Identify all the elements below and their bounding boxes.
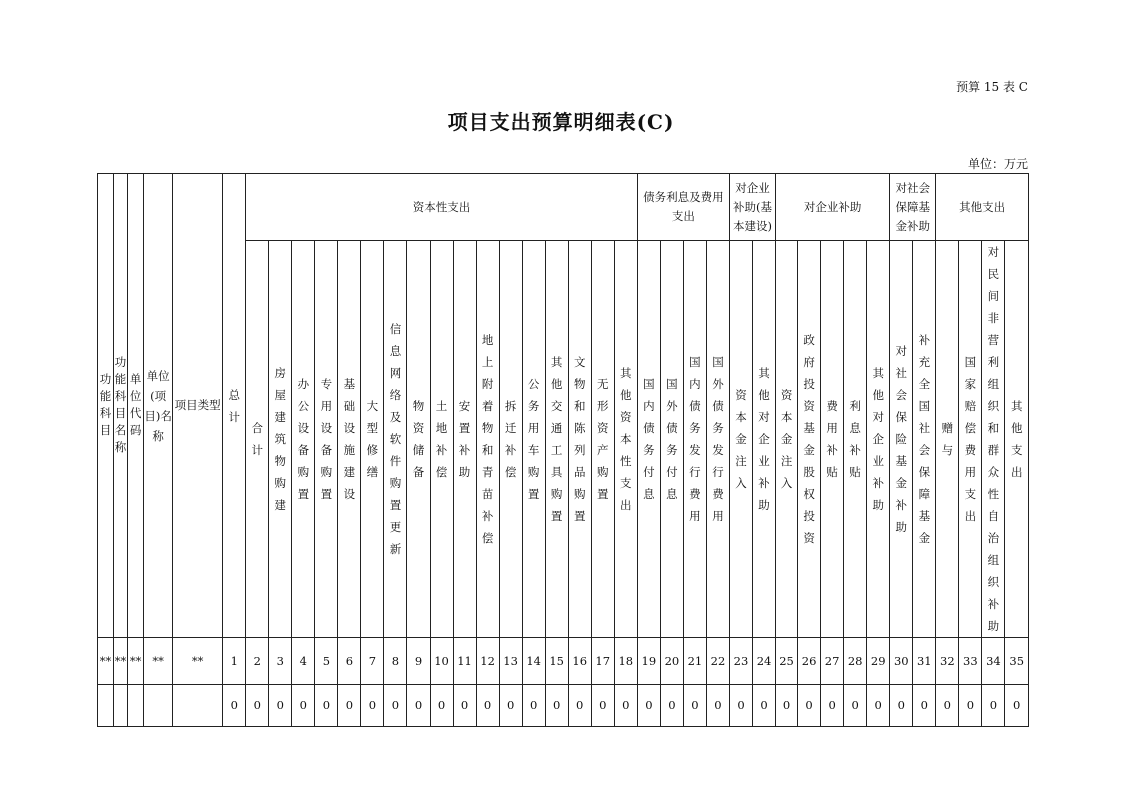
header-func-subject-name: 功能科目名称 <box>114 174 128 638</box>
group-capital: 资本性支出 <box>246 174 638 241</box>
column-header-20: 国外债务付息 <box>660 241 683 638</box>
budget-table <box>97 173 1029 727</box>
column-number-14: 14 <box>522 638 545 685</box>
column-header-34: 对民间非营利组织和群众性自治组织补助 <box>982 241 1005 638</box>
column-header-33: 国家赔偿费用支出 <box>959 241 982 638</box>
value-cell-34: 0 <box>982 685 1005 727</box>
code-cell: ** <box>128 638 144 685</box>
value-cell-12: 0 <box>476 685 499 727</box>
column-header-26: 政府投资基金股权投资 <box>798 241 821 638</box>
value-cell-11: 0 <box>453 685 476 727</box>
value-cell-17: 0 <box>591 685 614 727</box>
value-cell-35: 0 <box>1005 685 1029 727</box>
column-number-9: 9 <box>407 638 430 685</box>
column-number-6: 6 <box>338 638 361 685</box>
header-row-groups <box>98 174 1029 241</box>
column-header-17: 无形资产购置 <box>591 241 614 638</box>
column-header-25: 资本金注入 <box>776 241 798 638</box>
column-number-28: 28 <box>844 638 867 685</box>
column-header-13: 拆迁补偿 <box>499 241 522 638</box>
column-header-2: 合计 <box>246 241 269 638</box>
code-row <box>98 638 1029 685</box>
value-cell-15: 0 <box>545 685 568 727</box>
value-cell-24: 0 <box>753 685 776 727</box>
column-number-15: 15 <box>545 638 568 685</box>
code-cell: ** <box>144 638 173 685</box>
value-cell <box>128 685 144 727</box>
column-number-10: 10 <box>430 638 453 685</box>
column-number-17: 17 <box>591 638 614 685</box>
value-cell-5: 0 <box>315 685 338 727</box>
value-cell-21: 0 <box>683 685 706 727</box>
column-header-11: 安置补助 <box>453 241 476 638</box>
column-number-22: 22 <box>706 638 729 685</box>
unit-label: 单位：万元 <box>967 157 1028 171</box>
column-number-2: 2 <box>246 638 269 685</box>
value-cell-20: 0 <box>660 685 683 727</box>
column-header-5: 专用设备购置 <box>315 241 338 638</box>
header-total: 总计 <box>223 174 246 638</box>
column-number-7: 7 <box>361 638 384 685</box>
column-number-33: 33 <box>959 638 982 685</box>
column-header-8: 信息网络及软件购置更新 <box>384 241 407 638</box>
column-number-26: 26 <box>798 638 821 685</box>
column-number-12: 12 <box>476 638 499 685</box>
column-number-35: 35 <box>1005 638 1029 685</box>
column-number-25: 25 <box>776 638 798 685</box>
value-cell <box>114 685 128 727</box>
value-cell-4: 0 <box>292 685 315 727</box>
column-header-16: 文物和陈列品购置 <box>568 241 591 638</box>
value-cell-26: 0 <box>798 685 821 727</box>
column-header-9: 物资储备 <box>407 241 430 638</box>
group-enterprise-subsidy: 对企业补助 <box>776 174 890 241</box>
column-number-30: 30 <box>890 638 913 685</box>
group-enterprise-capital-subsidy: 对企业补助(基本建设) <box>729 174 775 241</box>
column-number-4: 4 <box>292 638 315 685</box>
value-cell-3: 0 <box>269 685 292 727</box>
form-number: 预算 15 表 C <box>956 80 1028 94</box>
column-header-32: 赠与 <box>936 241 959 638</box>
value-cell-1: 0 <box>223 685 246 727</box>
value-cell-7: 0 <box>361 685 384 727</box>
value-cell-33: 0 <box>959 685 982 727</box>
header-func-subject: 功能科目 <box>98 174 114 638</box>
column-header-7: 大型修缮 <box>361 241 384 638</box>
column-header-28: 利息补贴 <box>844 241 867 638</box>
header-unit-project-name: 单位(项目)名称 <box>144 174 173 638</box>
column-number-31: 31 <box>913 638 936 685</box>
column-number-23: 23 <box>729 638 752 685</box>
column-header-21: 国内债务发行费用 <box>683 241 706 638</box>
code-cell: ** <box>98 638 114 685</box>
column-header-31: 补充全国社会保障基金 <box>913 241 936 638</box>
column-header-18: 其他资本性支出 <box>614 241 637 638</box>
value-cell-27: 0 <box>821 685 844 727</box>
column-header-22: 国外债务发行费用 <box>706 241 729 638</box>
column-header-35: 其他支出 <box>1005 241 1029 638</box>
column-header-19: 国内债务付息 <box>637 241 660 638</box>
column-number-13: 13 <box>499 638 522 685</box>
value-cell-19: 0 <box>637 685 660 727</box>
column-number-24: 24 <box>753 638 776 685</box>
value-cell-22: 0 <box>706 685 729 727</box>
column-header-29: 其他对企业补助 <box>867 241 890 638</box>
code-cell: ** <box>173 638 223 685</box>
code-cell: ** <box>114 638 128 685</box>
value-cell-10: 0 <box>430 685 453 727</box>
column-header-10: 土地补偿 <box>430 241 453 638</box>
header-unit-code: 单位代码 <box>128 174 144 638</box>
column-header-6: 基础设施建设 <box>338 241 361 638</box>
column-number-1: 1 <box>223 638 246 685</box>
column-number-20: 20 <box>660 638 683 685</box>
column-number-8: 8 <box>384 638 407 685</box>
column-header-12: 地上附着物和青苗补偿 <box>476 241 499 638</box>
column-number-11: 11 <box>453 638 476 685</box>
value-cell-29: 0 <box>867 685 890 727</box>
column-number-5: 5 <box>315 638 338 685</box>
column-number-19: 19 <box>637 638 660 685</box>
value-cell <box>98 685 114 727</box>
column-number-16: 16 <box>568 638 591 685</box>
value-cell-31: 0 <box>913 685 936 727</box>
value-cell-2: 0 <box>246 685 269 727</box>
value-cell-6: 0 <box>338 685 361 727</box>
column-number-3: 3 <box>269 638 292 685</box>
value-cell-14: 0 <box>522 685 545 727</box>
group-social-security-subsidy: 对社会保障基金补助 <box>890 174 936 241</box>
value-cell-23: 0 <box>729 685 752 727</box>
column-header-15: 其他交通工具购置 <box>545 241 568 638</box>
column-header-24: 其他对企业补助 <box>753 241 776 638</box>
column-header-14: 公务用车购置 <box>522 241 545 638</box>
column-header-3: 房屋建筑物购建 <box>269 241 292 638</box>
value-cell-25: 0 <box>776 685 798 727</box>
page-title: 项目支出预算明细表(C) <box>447 110 675 134</box>
value-cell-13: 0 <box>499 685 522 727</box>
value-cell-32: 0 <box>936 685 959 727</box>
value-cell-16: 0 <box>568 685 591 727</box>
value-cell-9: 0 <box>407 685 430 727</box>
column-header-27: 费用补贴 <box>821 241 844 638</box>
value-cell <box>173 685 223 727</box>
column-number-29: 29 <box>867 638 890 685</box>
value-cell-18: 0 <box>614 685 637 727</box>
column-number-32: 32 <box>936 638 959 685</box>
column-number-18: 18 <box>614 638 637 685</box>
column-header-23: 资本金注入 <box>729 241 752 638</box>
header-project-type: 项目类型 <box>173 174 223 638</box>
column-header-4: 办公设备购置 <box>292 241 315 638</box>
column-header-30: 对社会保险基金补助 <box>890 241 913 638</box>
value-cell-8: 0 <box>384 685 407 727</box>
column-number-34: 34 <box>982 638 1005 685</box>
column-number-27: 27 <box>821 638 844 685</box>
group-other: 其他支出 <box>936 174 1029 241</box>
group-debt-interest: 债务利息及费用支出 <box>637 174 729 241</box>
value-cell-30: 0 <box>890 685 913 727</box>
value-cell-28: 0 <box>844 685 867 727</box>
column-number-21: 21 <box>683 638 706 685</box>
value-cell <box>144 685 173 727</box>
value-row <box>98 685 1029 727</box>
